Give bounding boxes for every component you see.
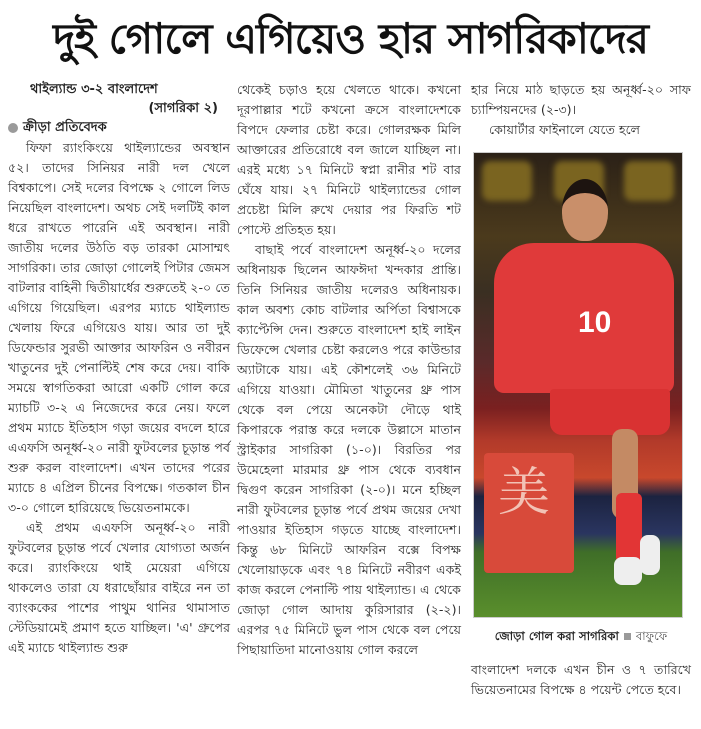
photo-caption [471, 626, 691, 646]
column-1 [8, 80, 230, 658]
jersey-number: 10 [578, 306, 612, 339]
bg-light [482, 161, 532, 201]
paragraph: থেকেই চড়াও হয়ে খেলতে থাকে। কখনো দূরপাল্লার শটে কখনো ক্রসে বাংলাদেশকে বিপদে ফেলার চেষ্টা করে। গোলরক্ষক মিলি আক্তারের প্রতিরোধে বল জালে যাচ্ছিল না। এরই মধ্যে ১৭ মিনিটে স্বপ্না রানীর শট বার ঘেঁষে যায়। ২৭ মিনিটে থাইল্যান্ডের গোল প্রচেষ্টা মিলি রুখে দেয়ার পর ফিরতি শট পোস্টে প্রতিহত হয়। [237, 82, 461, 237]
caption-text: জোড়া গোল করা সাগরিকা [494, 629, 619, 643]
photo-credit: বাফুফে [635, 629, 668, 643]
bullet-icon [8, 123, 18, 133]
paragraph: এই প্রথম এএফসি অনূর্ধ্ব-২০ নারী ফুটবলের চূড়ান্ত পর্বে খেলার যোগ্যতা অর্জন করে। র‍্যাংকিংয়ে থাই মেয়েরা এগিয়ে থাকলেও তারা যে ধরাছোঁয়ার বাইরে নন তা ব্যাংককের পাশের পাথুম থানির থামাসাত স্টেডিয়ামেই প্রমাণ হতে যাচ্ছিল। 'এ' গ্রুপের এই ম্যাচে থাইল্যান্ড শুরু [8, 520, 230, 655]
score-line: থাইল্যান্ড ৩-২ বাংলাদেশ [30, 82, 158, 97]
player-shorts [550, 389, 670, 435]
byline [8, 118, 230, 138]
player-sock [616, 493, 642, 563]
separator-square-icon [624, 633, 631, 640]
scorer-line: (সাগরিকা ২) [148, 101, 218, 116]
player-boot [640, 535, 660, 575]
bg-light [624, 161, 674, 201]
player-head [562, 179, 608, 241]
player-boot [614, 557, 642, 585]
player-photo [473, 152, 683, 618]
headline: দুই গোলে এগিয়েও হার সাগরিকাদের [53, 14, 648, 63]
paragraph: হার নিয়ে মাঠ ছাড়তে হয় অনূর্ধ্ব-২০ সাফ চ্যাম্পিয়নদের (২-৩)। [471, 82, 691, 117]
paragraph: ফিফা র‍্যাংকিংয়ে থাইল্যান্ডের অবস্থান ৫২। তাদের সিনিয়র নারী দল খেলে বিশ্বকাপে। সেই দলের বিপক্ষে ২ গোলে লিড নিয়েছিল বাংলাদেশ। অথচ সেই দলটিই কাল ধরে রাখতে পারেনি এই অবস্থান। নারী জাতীয় দলের উঠতি বড় তারকা মোসাম্মৎ সাগরিকা। তার জোড়া গোলেই পিটার জেমস বাটলার বাহিনী দ্বিতীয়ার্ধের শুরুতেই ২-০ তে এগিয়ে গিয়েছিল। এরপর ম্যাচে থাইল্যান্ড খেলায় ফিরে এগিয়েও যায়। আর তা দুই ডিফেন্ডার সুরভী আক্তার আফরিন ও নবীরন খাতুনের দুই পেনাল্টিই শেষ করে দেয়। বাকি সময়ে স্বাগতিকরা আরো একটি গোল করে ম্যাচটি ৩-২ এ নিজেদের করে নেয়। ফলে প্রথম ম্যাচে ইতিহাস গড়া জয়ের বদলে হারে এএফসি অনূর্ধ্ব-২০ নারী ফুটবলের চূড়ান্ত পর্ব শুরু করল বাংলাদেশ। এখন তাদের পরের ম্যাচে ৪ এপ্রিল চীনের বিপক্ষে। গতকাল চীন ৩-০ গোলে হারিয়েছে ভিয়েতনামকে। [8, 140, 230, 515]
column-3 [471, 80, 691, 700]
byline-text: ক্রীড়া প্রতিবেদক [23, 120, 107, 135]
paragraph: কোয়ার্টার ফাইনালে যেতে হলে [489, 122, 641, 137]
background-sign-glyph: 美 [498, 463, 551, 523]
paragraph: বাংলাদেশ দলকে এখন চীন ও ৭ তারিখে ভিয়েতনামের বিপক্ষে ৪ পয়েন্ট পেতে হবে। [471, 662, 691, 697]
paragraph: বাছাই পর্বে বাংলাদেশ অনূর্ধ্ব-২০ দলের অধিনায়ক ছিলেন আফঈদা খন্দকার প্রান্তি। তিনি সিনিয়র জাতীয় দলেরও অধিনায়ক। কাল অবশ্য কোচ বাটলার অর্পিতা বিশ্বাসকে ক্যাপ্টেন্সি দেন। শুরুতে বাংলাদেশ হাই লাইন ডিফেন্সে খেলার চেষ্টা করলেও পরে কাউন্ডার অ্যাটাকে যায়। এই কৌশলেই ৩৬ মিনিটে এগিয়ে যাওয়া। মৌমিতা খাতুনের থ্রু পাস থেকে বল পেয়ে অনেকটা দৌড়ে থাই কিপারকে পরাস্ত করে দলকে উল্লাসে মাতান স্ট্রাইকার সাগরিকা (১-০)। বিরতির পর উমেহেলা মারমার থ্রু পাস থেকে ব্যবধান দ্বিগুণ করেন সাগরিকা (২-০)। মনে হচ্ছিল নারী ফুটবলের চূড়ান্ত পর্বে প্রথম জয়ের দেখা পাওয়ার ইতিহাস গড়তে যাচ্ছে বাংলাদেশ। কিন্তু ৬৮ মিনিটে আফরিন বক্সে বিপক্ষ খেলোয়াড়কে এবং ৭৪ মিনিটে নবীরণ একই কাজ করলে পেনাল্টি পায় থাইল্যান্ড। এ থেকে জোড়া গোল আদায় কুরিসারার (২-২)। এরপর ৭৫ মিনিটে ভুল পাস থেকে বল পেয়ে পিছায়াতিদা মানোওয়ায় গোল করলে [237, 242, 461, 657]
column-2 [237, 80, 461, 660]
